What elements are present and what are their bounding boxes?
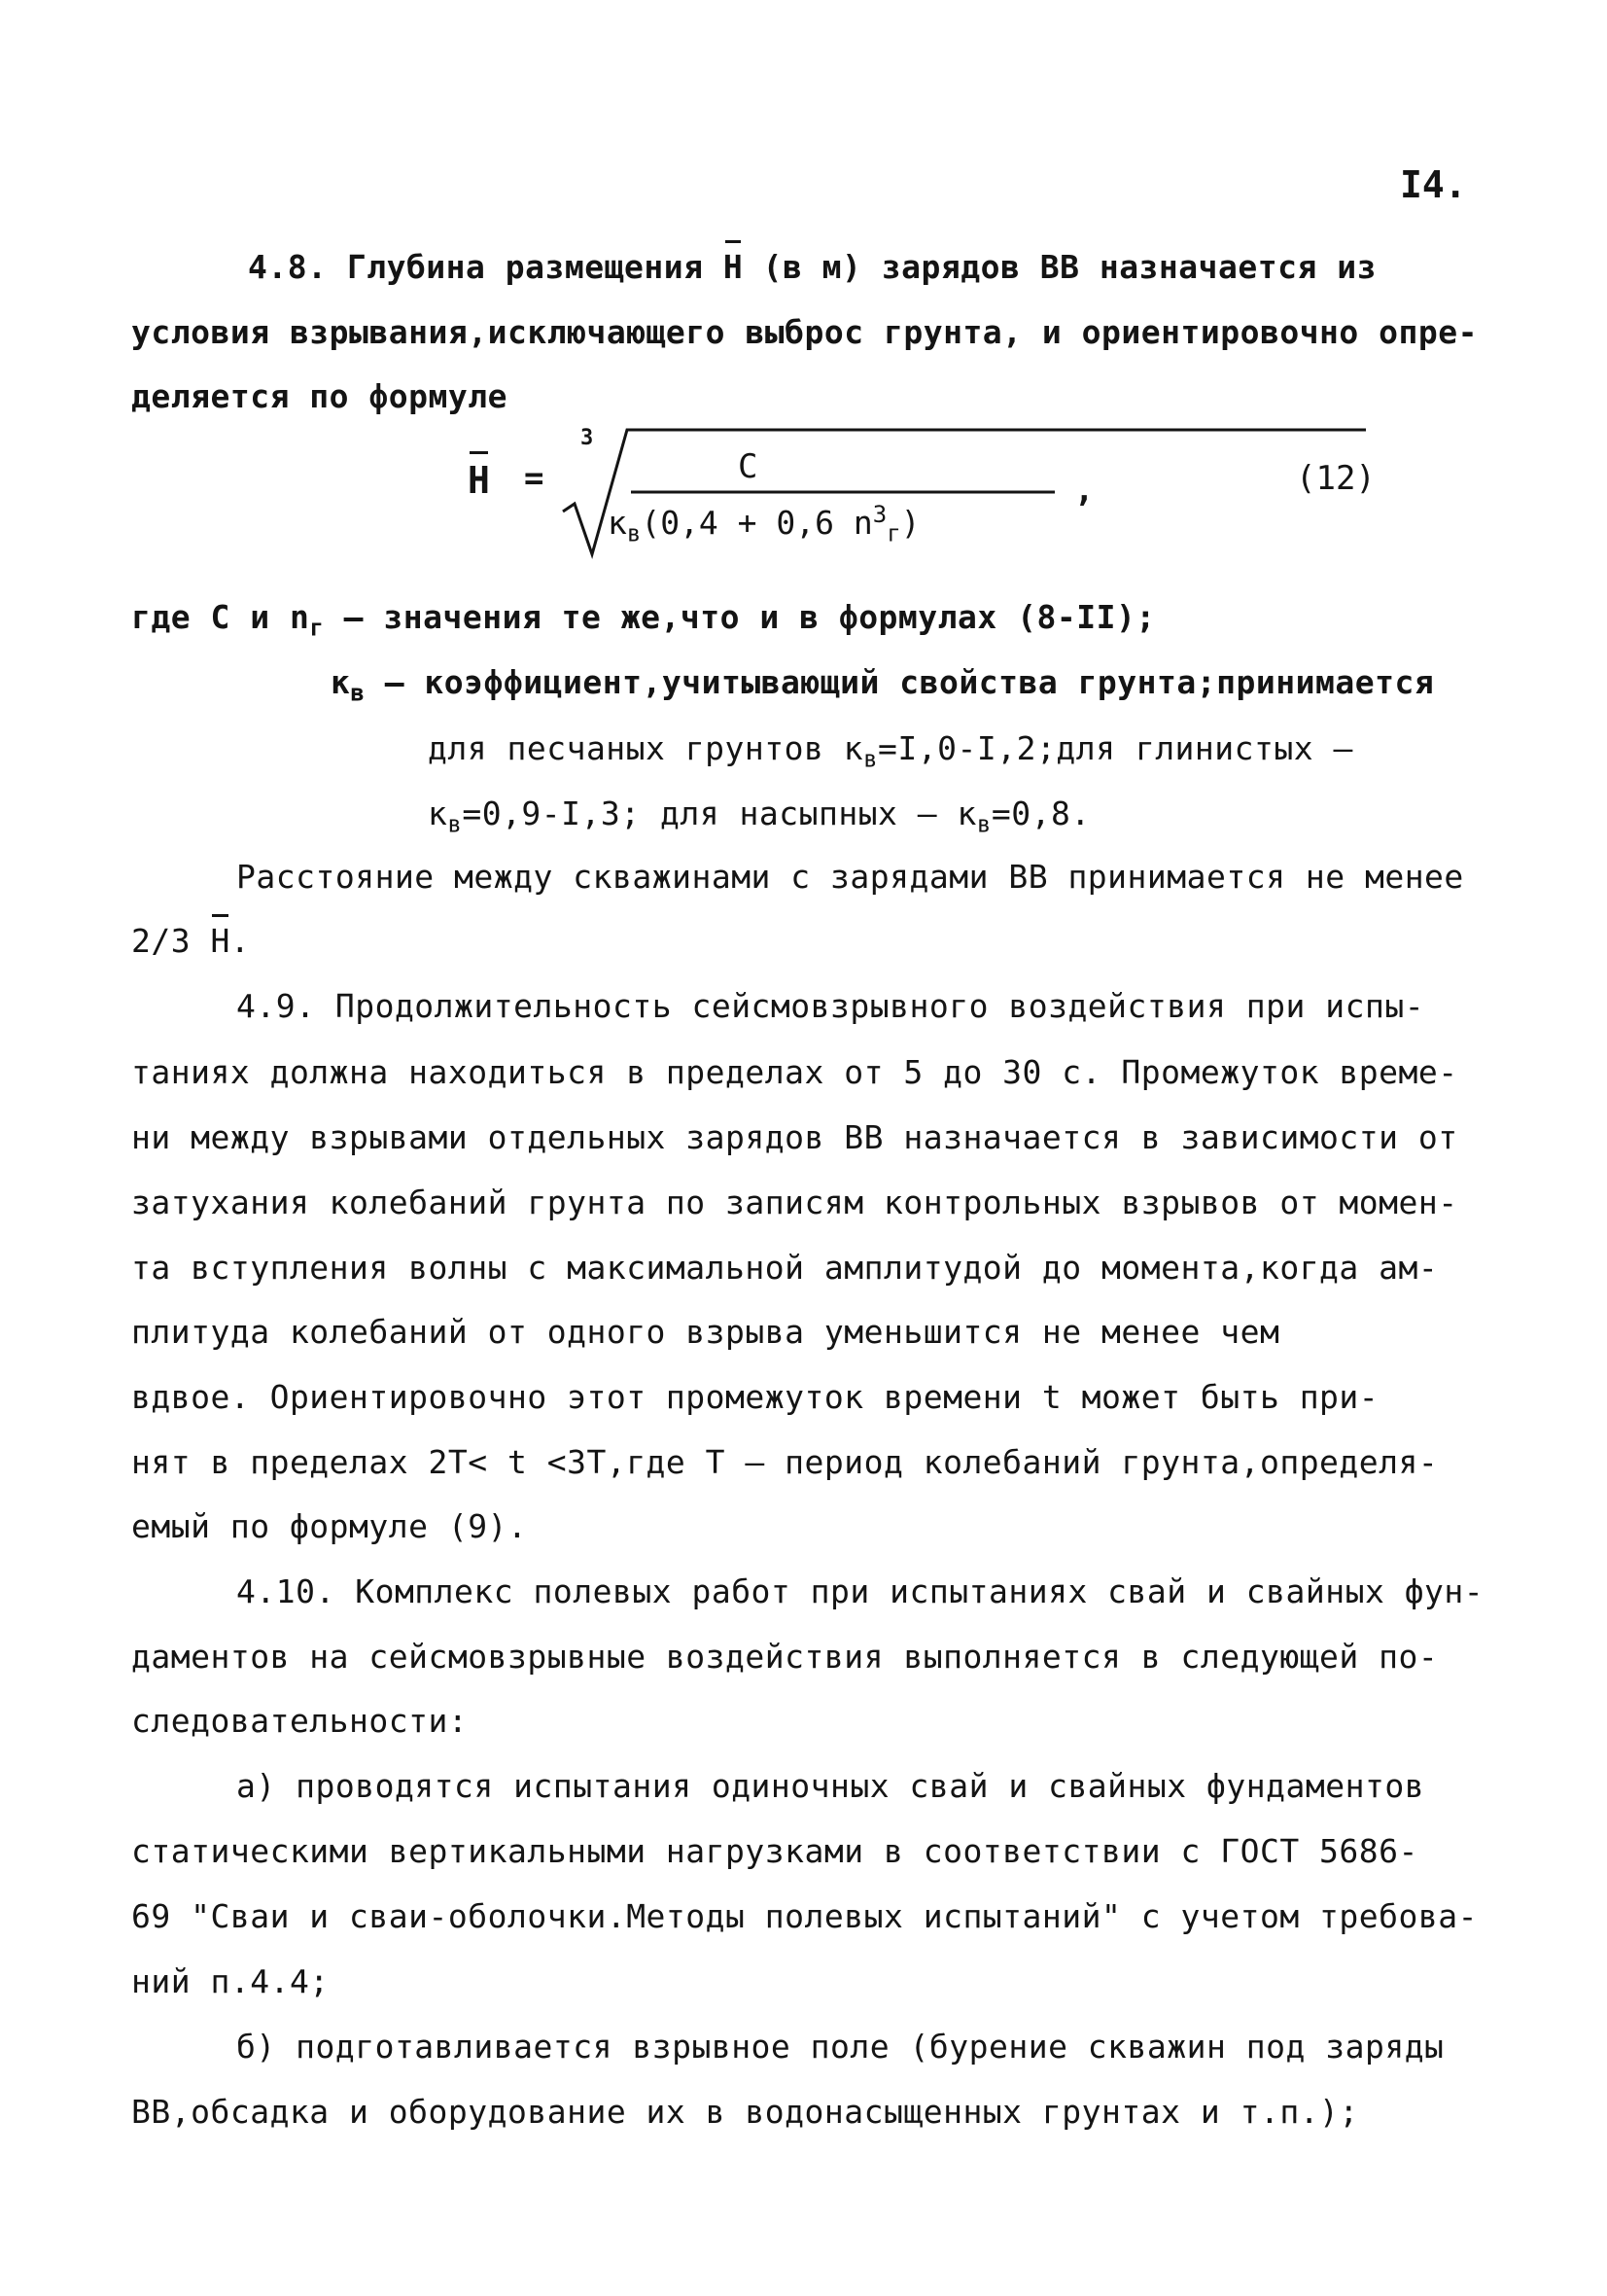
item-b-line: ВВ,обсадка и оборудование их в водонасыщенных грунтах и т.п.); [131, 2093, 1359, 2131]
distance-line1: Расстояние между скважинами с зарядами ВВ принимается не менее [236, 858, 1464, 896]
formula-denominator: $к_в(0,4 + 0,6$ $n^3_г$) [608, 501, 921, 548]
where-line4: $к_в=0,9-I,3$; для насыпных – $к_в=0,8$. [428, 795, 1091, 838]
p49-line: плитуда колебаний от одного взрыва уменьшится не менее чем [131, 1313, 1280, 1351]
formula-trailing-comma: , [1074, 471, 1095, 510]
item-b-line: б) подготавливается взрывное поле (бурение скважин под заряды [236, 2028, 1445, 2066]
p49-line: та вступления волны с максимальной амплитудой до момента,когда ам- [131, 1249, 1439, 1287]
item-a-line: 69 "Сваи и сваи-оболочки.Методы полевых испытаний" с учетом требова- [131, 1897, 1479, 1935]
distance-line2: 2/3 Н. [131, 922, 251, 960]
page-number: I4. [1400, 163, 1467, 206]
p49-line: нят в пределах 2T< t <3T,где Т – период колебаний грунта,определя- [131, 1443, 1439, 1481]
item-a-line: статическими вертикальными нагрузками в соответствии с ГОСТ 5686- [131, 1832, 1418, 1870]
p410-line: следовательности: [131, 1702, 469, 1740]
where-line3: для песчаных грунтов $к_в=I,0-I,2;для$ глинистых – [428, 729, 1353, 773]
where-line1: где С и $n_г$ – значения те же,что и в формулах (8-II); [131, 598, 1156, 642]
p410-line: 4.10. Комплекс полевых работ при испытаниях свай и свайных фун- [236, 1572, 1485, 1610]
item-a-line: ний п.4.4; [131, 1962, 330, 2000]
p48-line2: условия взрывания,исключающего выброс грунта, и ориентировочно опре- [131, 313, 1479, 351]
p49-line: 4.9. Продолжительность сейсмовзрывного воздействия при испы- [236, 987, 1425, 1025]
p49-line: вдвое. Ориентировочно этот промежуток времени t может быть при- [131, 1378, 1380, 1416]
root-index: 3 [580, 426, 594, 450]
formula-number: (12) [1296, 459, 1376, 498]
cube-root-radical-icon [559, 418, 1366, 564]
item-a-line: а) проводятся испытания одиночных свай и свайных фундаментов [236, 1767, 1425, 1805]
formula-numerator: C [738, 447, 758, 486]
p49-line: затухания колебаний грунта по записям контрольных взрывов от момен- [131, 1183, 1458, 1221]
where-line2: $к_в$ – коэффициент,учитывающий свойства грунта;принимается [331, 663, 1435, 707]
h-bar-symbol: Н [722, 248, 744, 286]
formula-equals: = [524, 459, 544, 498]
p49-line: таниях должна находиться в пределах от 5 до 30 с. Промежуток време- [131, 1053, 1458, 1091]
formula-lhs: Н [468, 459, 490, 502]
p48-line1: 4.8. Глубина размещения Н (в м) зарядов ВВ назначается из [248, 248, 1377, 286]
p48-line3: деляется по формуле [131, 377, 507, 415]
p49-line: емый по формуле (9). [131, 1507, 528, 1545]
formula-12 [452, 418, 1385, 564]
h-bar-symbol: Н [210, 922, 230, 960]
p410-line: даментов на сейсмовзрывные воздействия выполняется в следующей по- [131, 1638, 1439, 1676]
p49-line: ни между взрывами отдельных зарядов ВВ назначается в зависимости от [131, 1118, 1458, 1156]
